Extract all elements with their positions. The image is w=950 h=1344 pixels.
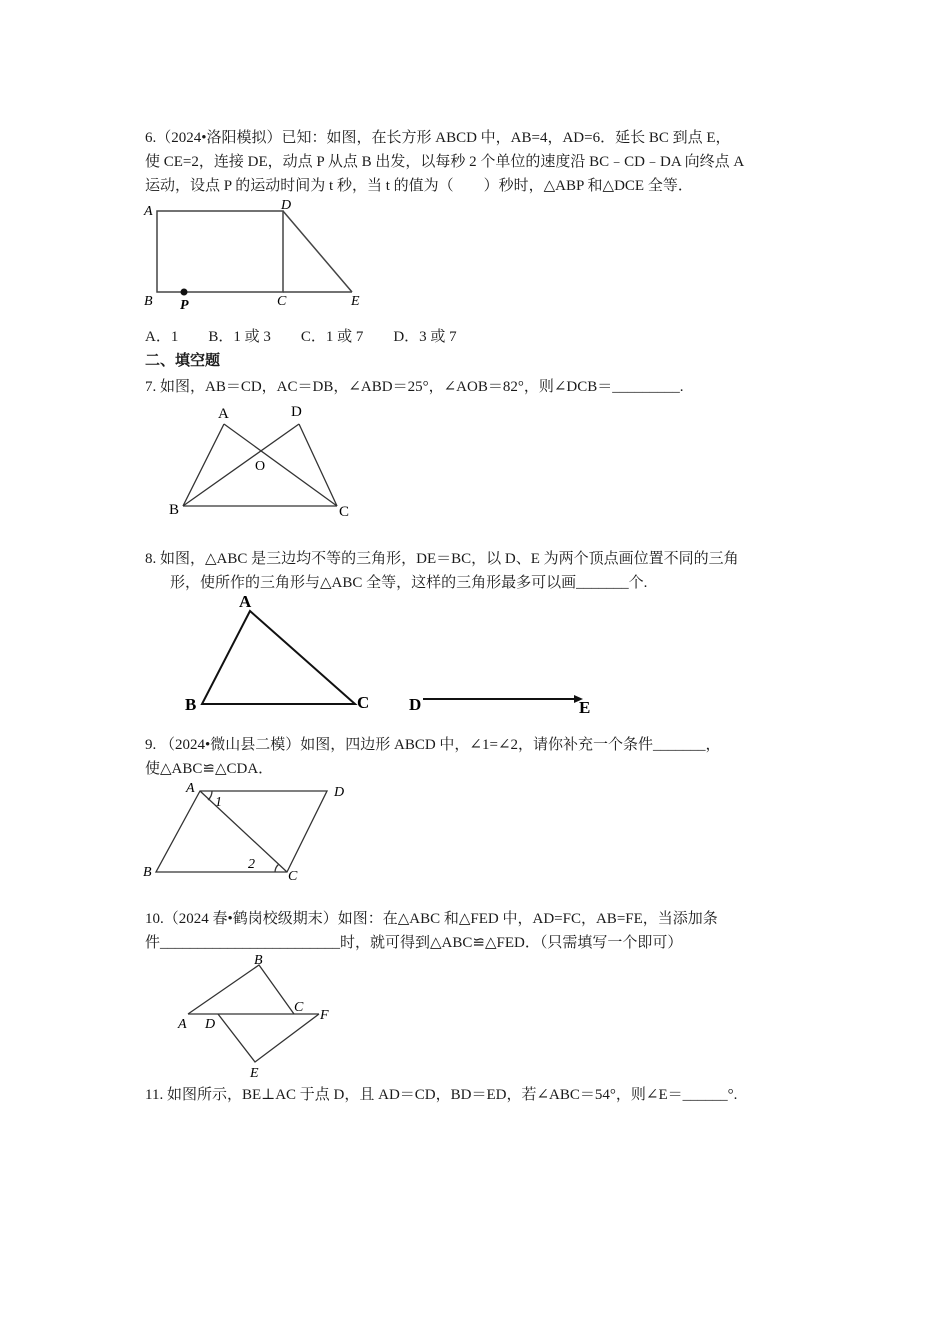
q6-label-p: P: [180, 298, 189, 313]
q7-figure: [165, 400, 365, 525]
q8-label-b: B: [185, 695, 197, 714]
q8-label-d: D: [409, 695, 422, 714]
q9-text-line1: 9. （2024•微山县二模）如图，四边形 ABCD 中，∠1=∠2，请你补充一个条件_______，: [145, 737, 721, 753]
q10-label-d: D: [205, 1017, 216, 1032]
q6-text-line2: 使 CE=2，连接 DE，动点 P 从点 B 出发，以每秒 2 个单位的速度沿 BC﹣CD﹣DA 向终点 A: [145, 154, 745, 170]
q7-label-c: C: [339, 504, 350, 520]
q6-options: A．1 B．1 或 3 C．1 或 7 D．3 或 7: [145, 329, 457, 345]
q9-diagonal-ac: [200, 791, 287, 872]
q7-text: 7. 如图，AB＝CD，AC＝DB，∠ABD＝25°，∠AOB＝82°，则∠DCB＝_________.: [145, 379, 684, 395]
q11-text: 11. 如图所示，BE⊥AC 于点 D，且 AD＝CD，BD＝ED，若∠ABC＝54°，则∠E＝______°.: [145, 1087, 738, 1103]
q8-label-a: A: [239, 592, 252, 611]
q9-angle-2-arc: [275, 864, 279, 872]
q10-text-line1: 10.（2024 春•鹤岗校级期末）如图：在△ABC 和△FED 中，AD=FC，AB=FE，当添加条: [145, 911, 718, 927]
q8-label-e: E: [579, 698, 591, 717]
q7-label-b: B: [169, 502, 180, 518]
q6-segment-de: [283, 211, 352, 292]
q9-figure: [140, 775, 360, 885]
q10-label-b: B: [254, 953, 263, 968]
q6-text-line3: 运动，设点 P 的运动时间为 t 秒，当 t 的值为（ ）秒时，△ABP 和△DCE 全等．: [145, 178, 693, 194]
q9-label-a: A: [186, 781, 195, 796]
q10-label-a: A: [178, 1017, 187, 1032]
q7-label-a: A: [218, 406, 229, 422]
q9-angle-1-arc: [208, 791, 212, 800]
q8-figure: [175, 585, 605, 720]
q8-text-line2: 形，使所作的三角形与△ABC 全等，这样的三角形最多可以画_______个.: [170, 575, 648, 591]
q6-point-p: [181, 289, 188, 296]
section-fill-in-title: 二、填空题: [145, 353, 221, 369]
q7-segment-ba: [183, 424, 224, 506]
q6-label-b: B: [144, 294, 153, 309]
q10-label-e: E: [250, 1066, 259, 1081]
q10-triangle-fed-sides: [218, 1014, 319, 1062]
q10-triangle-abc-sides: [188, 965, 294, 1014]
q9-angle-label-2: 2: [248, 857, 255, 872]
q6-label-e: E: [351, 294, 360, 309]
q8-text-line1: 8. 如图，△ABC 是三边均不等的三角形，DE＝BC，以 D、E 为两个顶点画位置不同的三角: [145, 551, 739, 567]
q6-rectangle-abcd: [157, 211, 283, 292]
q7-label-d: D: [291, 404, 302, 420]
q7-segment-cd: [299, 424, 337, 506]
q9-label-c: C: [288, 869, 298, 884]
q9-text-line2: 使△ABC≌△CDA．: [145, 761, 274, 777]
q10-label-f: F: [320, 1008, 329, 1023]
q9-label-b: B: [143, 865, 152, 880]
q6-label-c: C: [277, 294, 287, 309]
q9-quadrilateral-abcd: [156, 791, 327, 872]
q6-text-line1: 6.（2024•洛阳模拟）已知：如图，在长方形 ABCD 中，AB=4，AD=6．延长 BC 到点 E，: [145, 130, 731, 146]
q7-label-o: O: [255, 459, 266, 474]
q6-label-a: A: [144, 204, 153, 219]
q6-label-d: D: [281, 198, 292, 213]
q8-triangle-abc: [202, 611, 355, 704]
q6-figure: [140, 193, 380, 313]
q9-label-d: D: [334, 785, 345, 800]
q10-figure: [170, 950, 350, 1085]
q8-label-c: C: [357, 693, 370, 712]
q9-angle-label-1: 1: [215, 795, 222, 810]
q10-label-c: C: [294, 1000, 304, 1015]
q10-text-line2: 件________________________时，就可得到△ABC≌△FED．（只需填写一个即可）: [145, 935, 683, 951]
